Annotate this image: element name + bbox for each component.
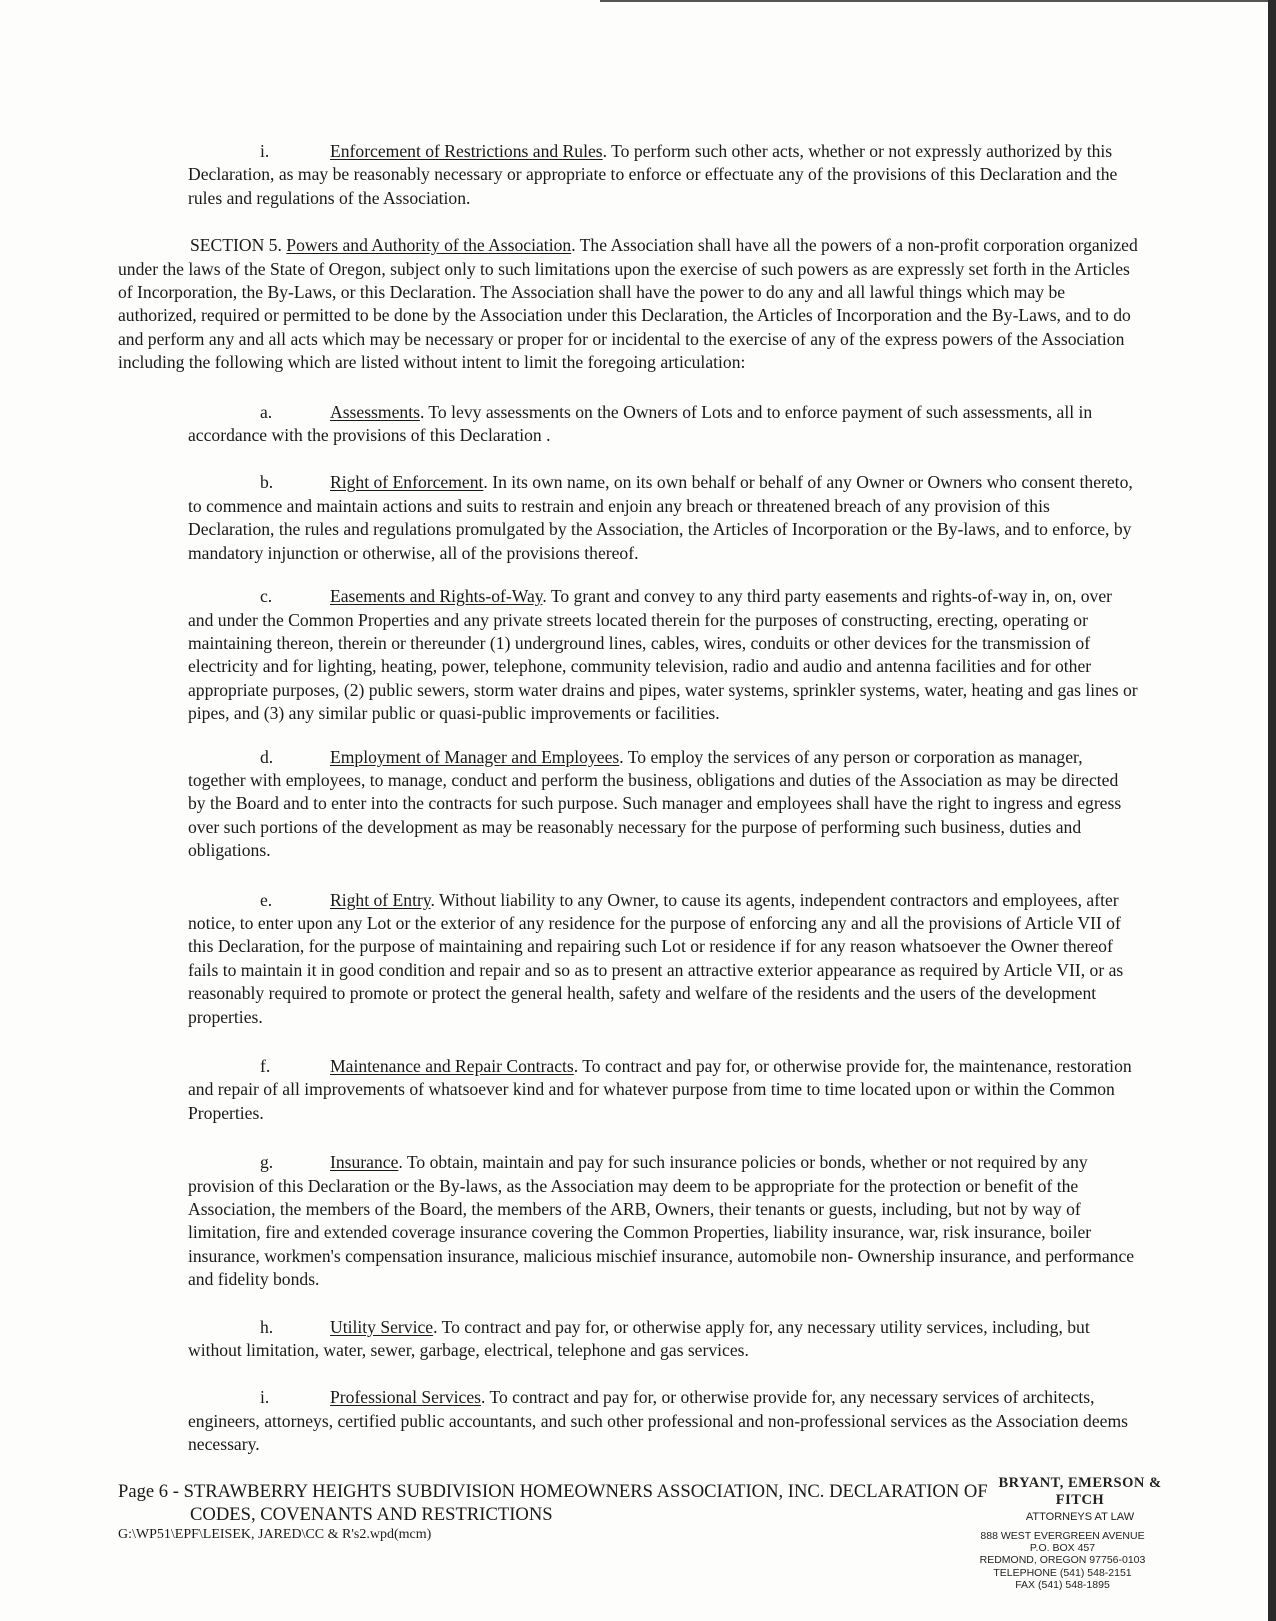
- footer-file-path: G:\WP51\EPF\LEISEK, JARED\CC & R's2.wpd(mcm): [118, 1527, 432, 1542]
- paragraph-heading: Utility Service: [330, 1316, 434, 1337]
- paragraph-heading: Employment of Manager and Employees: [330, 746, 620, 767]
- subsection-paragraph: [118, 1151, 1138, 1291]
- firm-address-line: TELEPHONE (541) 548-2151: [993, 1566, 1132, 1579]
- paragraph-text: . To grant and convey to any third party easements and rights-of-way in, on, over and under the Common Properties and any private streets located therein for the purposes of constructing, erecting, operating or maintaining thereon, therein or thereunder (1) underground lines, cables, wires, conduits or other devices for the transmission of electricity and for lighting, heating, power, telephone, community television, radio and audio and antenna facilities and for other appropriate purposes, (2) public sewers, storm water drains and pipes, water systems, sprinkler systems, water, heating and gas lines or pipes, and (3) any similar public or quasi-public improvements or facilities.: [188, 586, 1138, 724]
- paragraph-marker: h.: [260, 1316, 274, 1337]
- section-paragraph: [118, 234, 1138, 374]
- paragraph-text: . To contract and pay for, or otherwise apply for, any necessary utility services, including, but without limitation, water, sewer, garbage, electrical, telephone and gas services.: [188, 1316, 1090, 1361]
- paragraph-marker: e.: [260, 889, 273, 910]
- subsection-paragraph: [118, 585, 1138, 725]
- paragraph-heading: Insurance: [330, 1152, 399, 1173]
- footer-title-line2: CODES, COVENANTS AND RESTRICTIONS: [190, 1504, 553, 1525]
- paragraph-marker: a.: [260, 401, 273, 422]
- subsection-paragraph: [118, 1055, 1138, 1125]
- scan-top-edge: [600, 0, 1276, 2]
- paragraph-heading: Easements and Rights-of-Way: [330, 586, 543, 607]
- paragraph-heading: Right of Enforcement: [330, 472, 484, 493]
- paragraph-heading: Enforcement of Restrictions and Rules: [330, 141, 603, 161]
- paragraph-marker: f.: [260, 1056, 271, 1076]
- subsection-paragraph: [118, 1386, 1138, 1456]
- paragraph-heading: Right of Entry: [330, 889, 431, 910]
- firm-name: BRYANT, EMERSON & FITCH: [998, 1475, 1162, 1508]
- paragraph-text: . To levy assessments on the Owners of Lots and to enforce payment of such assessments, all in accordance with the provisions of this Declaration .: [188, 401, 1093, 446]
- paragraph-text: . In its own name, on its own behalf or behalf of any Owner or Owners who consent thereto, to commence and maintain actions and suits to restrain and enjoin any breach or threatened breach of any provision of this Declaration, the rules and regulations promulgated by the Association, the Articles of Incorporation or the By-laws, and to enforce, by mandatory injunction or otherwise, all of the provisions thereof.: [188, 472, 1133, 563]
- law-firm-letterhead: [975, 1475, 1185, 1523]
- paragraph-text: . The Association shall have all the powers of a non-profit corporation organized under the laws of the State of Oregon, subject only to such limitations upon the exercise of such powers as are expressly set forth in the Articles of Incorporation, the By-Laws, or this Declaration. The Association shall have the power to do any and all lawful things which may be authorized, required or permitted to be done by the Association under this Declaration, the Articles of Incorporation and the By-Laws, and to do and perform any and all acts which may be necessary or proper for or incidental to the exercise of any of the express powers of the Association including the following which are listed without intent to limit the foregoing articulation:: [118, 235, 1138, 373]
- paragraph-marker: d.: [260, 746, 274, 767]
- paragraph-marker: b.: [260, 472, 274, 493]
- footer-title-line1: Page 6 - STRAWBERRY HEIGHTS SUBDIVISION HOMEOWNERS ASSOCIATION, INC. DECLARATION OF: [118, 1481, 988, 1502]
- firm-subtitle: ATTORNEYS AT LAW: [1025, 1511, 1135, 1523]
- paragraph-marker: i.: [260, 141, 270, 161]
- paragraph-heading: Maintenance and Repair Contracts: [330, 1056, 574, 1076]
- paragraph-marker: g.: [260, 1152, 274, 1173]
- firm-address-line: FAX (541) 548-1895: [1015, 1578, 1110, 1591]
- subsection-paragraph: [118, 1316, 1138, 1363]
- firm-address-line: P.O. BOX 457: [1029, 1542, 1096, 1555]
- paragraph-heading: Powers and Authority of the Association: [286, 235, 572, 256]
- firm-address-line: 888 WEST EVERGREEN AVENUE: [980, 1530, 1145, 1542]
- paragraph-marker: c.: [260, 586, 273, 607]
- subsection-paragraph: [118, 140, 1138, 210]
- paragraph-text: . To obtain, maintain and pay for such insurance policies or bonds, whether or not required by any provision of this Declaration or the By-laws, as the Association may deem to be appropriate for the protection or benefit of the Association, the members of the Board, the members of the ARB, Owners, their tenants or guests, including, but not by way of limitation, fire and extended coverage insurance covering the Common Properties, liability insurance, war, risk insurance, boiler insurance, workmen's compensation insurance, malicious mischief insurance, automobile non- Ownership insurance, and performance and fidelity bonds.: [188, 1152, 1135, 1290]
- firm-address: [960, 1530, 1165, 1591]
- paragraph-marker: SECTION 5.: [190, 235, 287, 256]
- subsection-paragraph: [118, 746, 1138, 863]
- subsection-paragraph: [118, 401, 1138, 448]
- document-body: [118, 118, 1138, 1457]
- subsection-paragraph: [118, 889, 1138, 1029]
- paragraph-text: . To employ the services of any person or corporation as manager, together with employees, to manage, conduct and perform the business, obligations and duties of the Association as may be directed by the Board and to enter into the contracts for such purpose. Such manager and employees shall have the right to ingress and egress over such portions of the development as may be reasonably necessary for the purpose of performing such business, duties and obligations.: [188, 746, 1122, 861]
- paragraph-text: . To perform such other acts, whether or not expressly authorized by this Declaration, as may be reasonably necessary or appropriate to enforce or effectuate any of the provisions of this Declaration and the rules and regulations of the Association.: [188, 141, 1118, 208]
- subsection-paragraph: [118, 471, 1138, 565]
- scan-right-edge: [1268, 0, 1276, 1621]
- paragraph-text: . To contract and pay for, or otherwise provide for, the maintenance, restoration and repair of all improvements of whatsoever kind and for whatever purpose from time to time located upon or within the Common Properties.: [188, 1056, 1132, 1123]
- paragraph-text: . To contract and pay for, or otherwise provide for, any necessary services of architects, engineers, attorneys, certified public accountants, and such other professional and non-professional services as the Association deems necessary.: [188, 1387, 1129, 1455]
- paragraph-text: . Without liability to any Owner, to cause its agents, independent contractors and employees, after notice, to enter upon any Lot or the exterior of any residence for the purpose of enforcing any and all the provisions of Article VII of this Declaration, for the purpose of maintaining and repairing such Lot or residence if for any reason whatsoever the Owner thereof fails to maintain it in good condition and repair and so as to present an attractive exterior appearance as required by Article VII, or as reasonably required to promote or protect the general health, safety and welfare of the residents and the users of the development properties.: [188, 889, 1124, 1027]
- paragraph-marker: i.: [260, 1387, 270, 1408]
- paragraph-heading: Professional Services: [330, 1387, 481, 1408]
- firm-address-line: REDMOND, OREGON 97756-0103: [979, 1554, 1146, 1567]
- paragraph-heading: Assessments: [330, 401, 420, 422]
